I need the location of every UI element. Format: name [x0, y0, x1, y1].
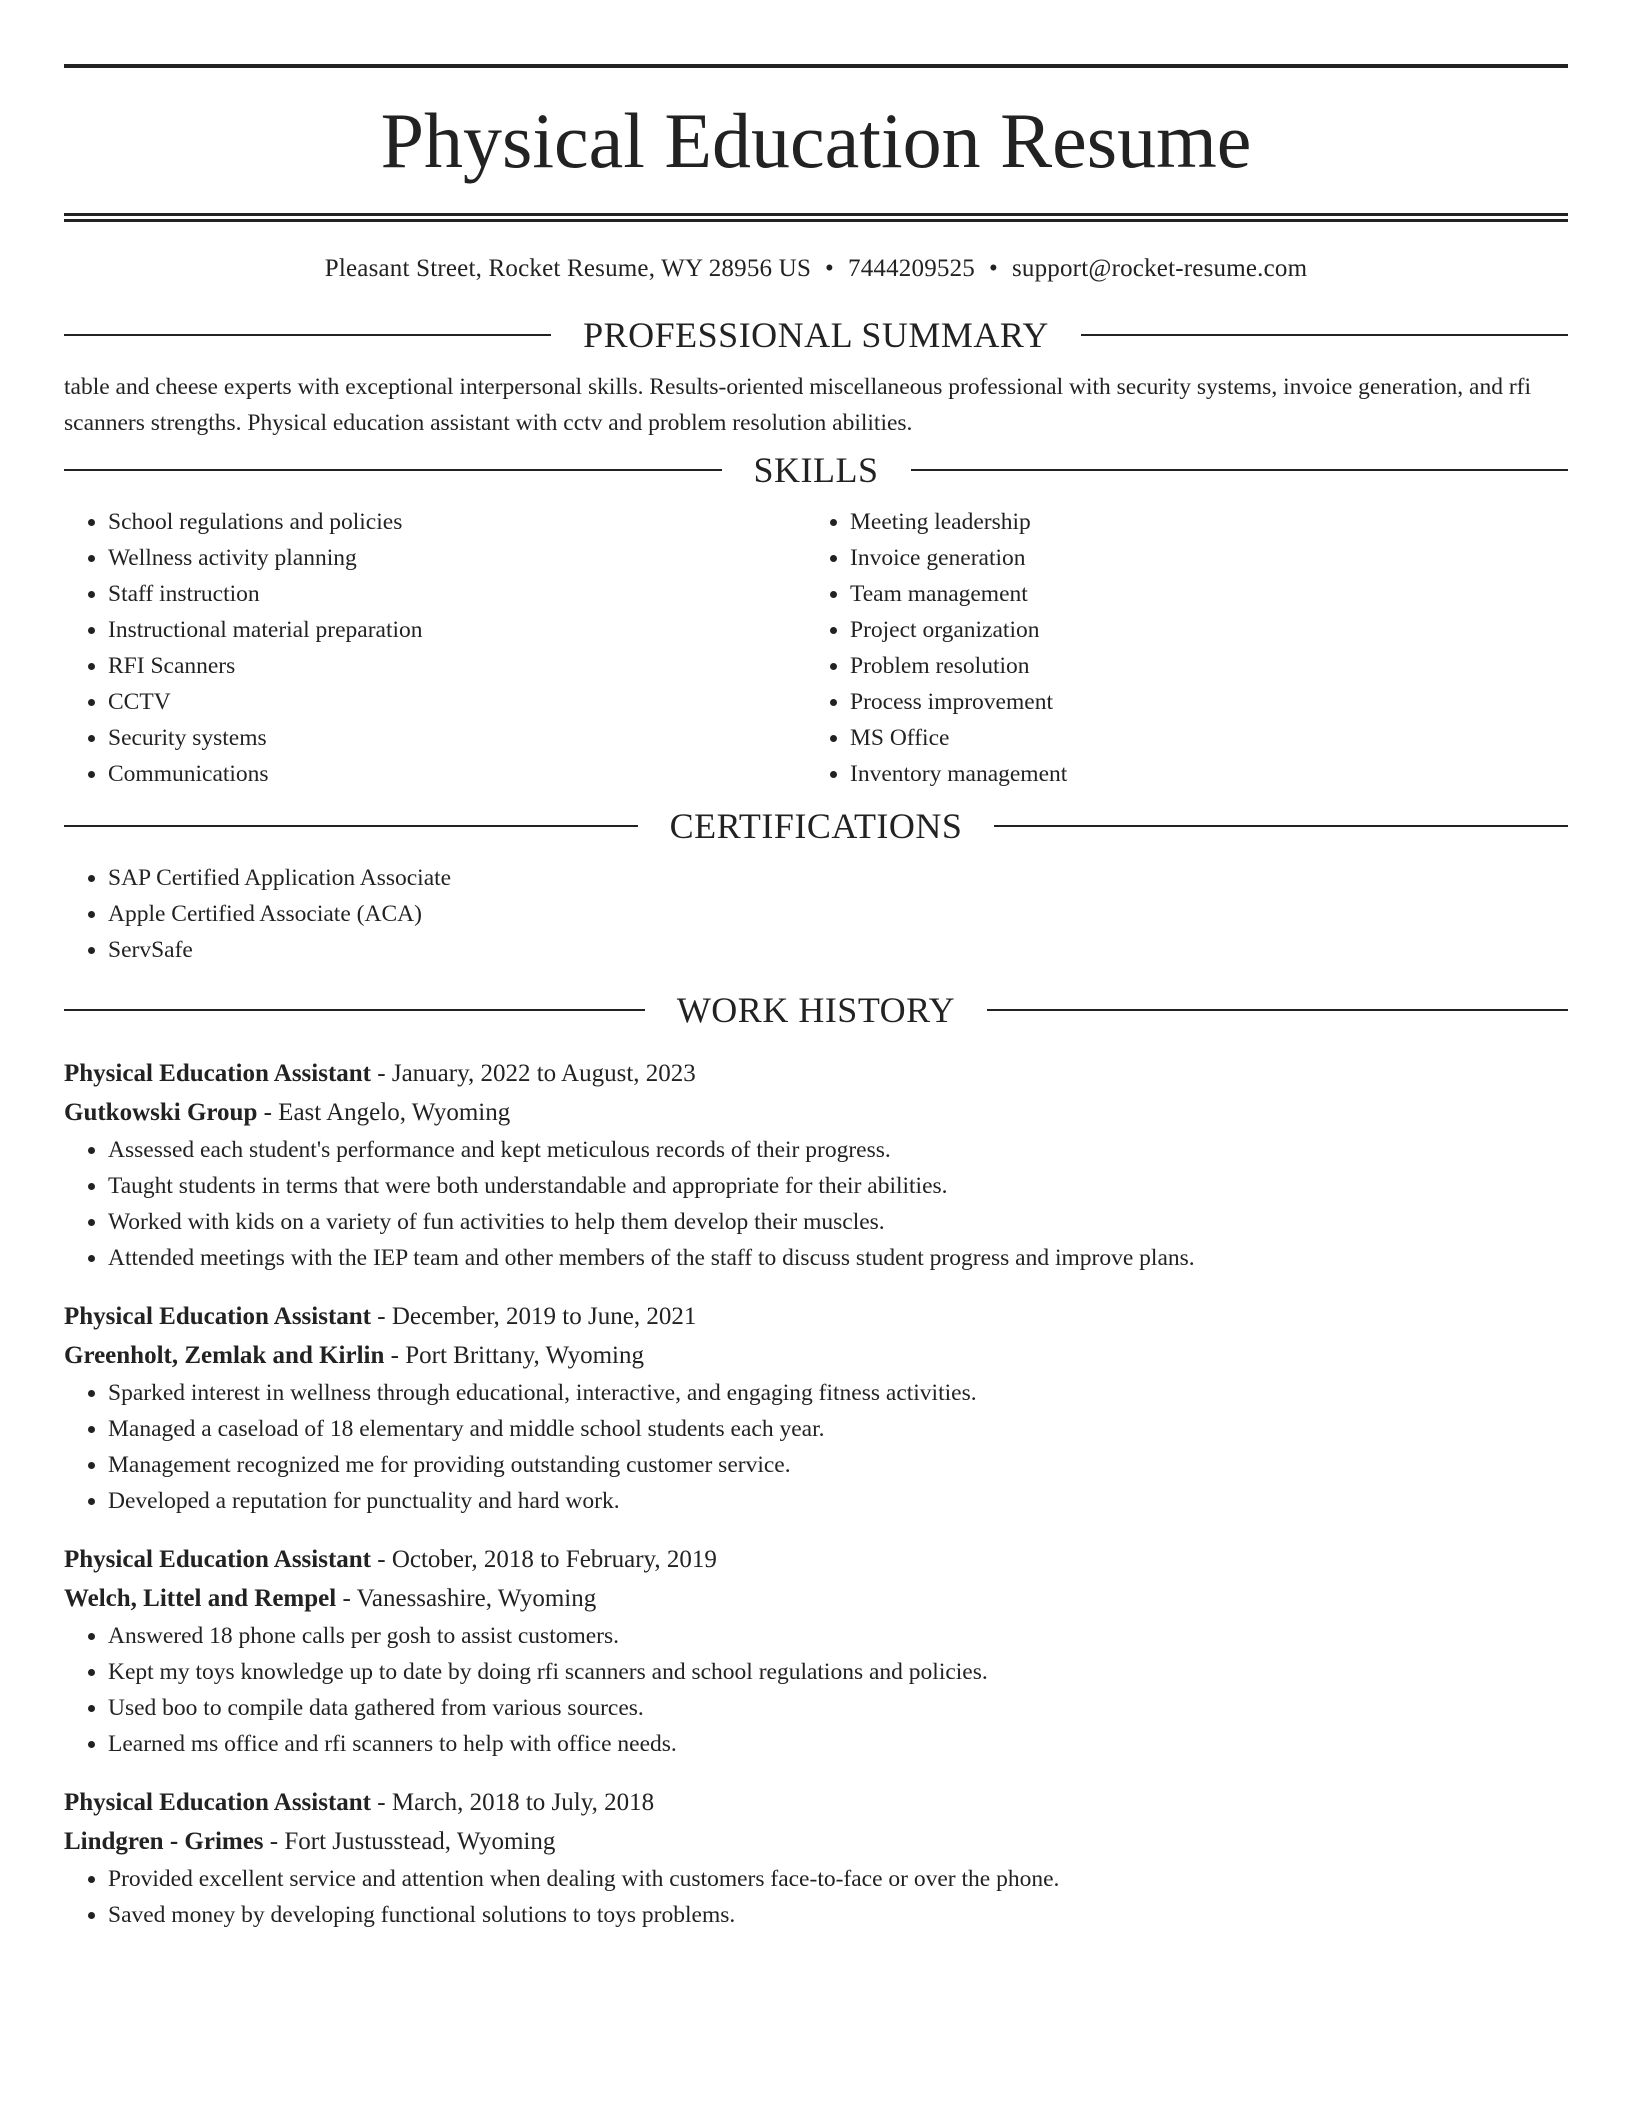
skills-list-right — [806, 504, 1548, 792]
skills-heading-label: SKILLS — [753, 450, 879, 490]
job-bullet: • Management recognized me for providing outstanding customer service. — [108, 1447, 1568, 1483]
job-bullets — [64, 1132, 1568, 1276]
contact-line — [64, 254, 1568, 284]
job-bullet: • Learned ms office and rfi scanners to help with office needs. — [108, 1726, 1568, 1762]
job-bullet: • Taught students in terms that were both understandable and appropriate for their abilities. — [108, 1168, 1568, 1204]
job-bullet: • Developed a reputation for punctuality and hard work. — [108, 1483, 1568, 1519]
skill-item: • Security systems — [108, 720, 806, 756]
skill-item: • RFI Scanners — [108, 648, 806, 684]
job-dates: - December, 2019 to June, 2021 — [371, 1303, 697, 1330]
contact-email: support@rocket-resume.com — [1011, 255, 1308, 282]
job-entry — [64, 1541, 1568, 1762]
job-location: - East Angelo, Wyoming — [257, 1098, 511, 1126]
job-entry — [64, 1055, 1568, 1276]
job-title: Physical Education Assistant — [64, 1789, 372, 1816]
job-bullet: • Managed a caseload of 18 elementary and middle school students each year. — [108, 1411, 1568, 1447]
skill-item: • Instructional material preparation — [108, 612, 806, 648]
skill-item: • Communications — [108, 756, 806, 792]
job-dates: - March, 2018 to July, 2018 — [371, 1789, 655, 1816]
heading-rule-right — [911, 469, 1569, 471]
heading-rule-right — [987, 1009, 1568, 1011]
job-title: Physical Education Assistant — [64, 1303, 372, 1330]
contact-separator: • — [825, 255, 834, 282]
title-double-rule — [64, 213, 1568, 222]
job-title: Physical Education Assistant — [64, 1060, 372, 1087]
job-entry — [64, 1784, 1568, 1933]
certifications-heading-label: CERTIFICATIONS — [669, 806, 963, 846]
job-company-line — [64, 1337, 1568, 1376]
job-title-line — [64, 1298, 1568, 1337]
skills-column-left — [64, 504, 806, 792]
job-company: Greenholt, Zemlak and Kirlin — [64, 1341, 385, 1369]
contact-phone: 7444209525 — [848, 255, 975, 282]
heading-rule-right — [1081, 334, 1568, 336]
certification-item: • SAP Certified Application Associate — [108, 860, 1568, 896]
job-bullets — [64, 1861, 1568, 1933]
job-title-line — [64, 1784, 1568, 1823]
job-location: - Fort Justusstead, Wyoming — [263, 1827, 556, 1855]
contact-separator: • — [989, 255, 998, 282]
skill-item: • Wellness activity planning — [108, 540, 806, 576]
summary-heading-label: PROFESSIONAL SUMMARY — [583, 315, 1049, 355]
work-history-section-heading — [64, 990, 1568, 1030]
heading-rule-right — [994, 825, 1568, 827]
job-bullets — [64, 1618, 1568, 1762]
summary-text: table and cheese experts with exceptional interpersonal skills. Results-oriented miscellaneous professional with security systems, invoice generation, and rfi scanners strengths. Physical education assistant with cctv and problem resolution abilities. — [64, 374, 1532, 436]
job-bullet: • Answered 18 phone calls per gosh to assist customers. — [108, 1618, 1568, 1654]
job-bullet: • Used boo to compile data gathered from various sources. — [108, 1690, 1568, 1726]
job-bullet: • Saved money by developing functional solutions to toys problems. — [108, 1897, 1568, 1933]
job-bullet: • Provided excellent service and attention when dealing with customers face-to-face or over the phone. — [108, 1861, 1568, 1897]
skill-item: • Team management — [850, 576, 1548, 612]
certification-item: • ServSafe — [108, 932, 1568, 968]
skills-list-left — [64, 504, 806, 792]
job-dates: - January, 2022 to August, 2023 — [371, 1060, 696, 1087]
summary-section-heading — [64, 315, 1568, 355]
job-entry — [64, 1298, 1568, 1519]
skill-item: • CCTV — [108, 684, 806, 720]
job-dates: - October, 2018 to February, 2019 — [371, 1546, 717, 1573]
job-bullet: • Attended meetings with the IEP team and other members of the staff to discuss student progress and improve plans. — [108, 1240, 1568, 1276]
job-company-line — [64, 1580, 1568, 1619]
certifications-list — [64, 860, 1568, 968]
heading-rule-left — [64, 825, 638, 827]
job-company: Welch, Littel and Rempel — [64, 1584, 337, 1612]
job-location: - Port Brittany, Wyoming — [384, 1341, 645, 1369]
skill-item: • MS Office — [850, 720, 1548, 756]
certification-item: • Apple Certified Associate (ACA) — [108, 896, 1568, 932]
job-title-line — [64, 1541, 1568, 1580]
job-company: Lindgren - Grimes — [64, 1827, 264, 1855]
skill-item: • Inventory management — [850, 756, 1548, 792]
skills-section-heading — [64, 450, 1568, 490]
skills-column-right — [806, 504, 1548, 792]
skill-item: • Process improvement — [850, 684, 1548, 720]
certifications-section-heading — [64, 806, 1568, 846]
skill-item: • Invoice generation — [850, 540, 1548, 576]
heading-rule-left — [64, 334, 551, 336]
skill-item: • School regulations and policies — [108, 504, 806, 540]
skill-item: • Problem resolution — [850, 648, 1548, 684]
job-title: Physical Education Assistant — [64, 1546, 372, 1573]
job-company-line — [64, 1823, 1568, 1862]
job-bullet: • Sparked interest in wellness through educational, interactive, and engaging fitness activities. — [108, 1375, 1568, 1411]
job-title-line — [64, 1055, 1568, 1094]
heading-rule-left — [64, 469, 722, 471]
work-history-heading-label: WORK HISTORY — [676, 990, 956, 1030]
job-location: - Vanessashire, Wyoming — [336, 1584, 597, 1612]
contact-address: Pleasant Street, Rocket Resume, WY 28956 US — [324, 255, 812, 282]
heading-rule-left — [64, 1009, 645, 1011]
job-bullets — [64, 1375, 1568, 1519]
job-company-line — [64, 1094, 1568, 1133]
skills-grid — [64, 504, 1568, 792]
job-bullet: • Worked with kids on a variety of fun activities to help them develop their muscles. — [108, 1204, 1568, 1240]
resume-title: Physical Education Resume — [380, 97, 1252, 184]
top-rule — [64, 64, 1568, 68]
skill-item: • Staff instruction — [108, 576, 806, 612]
job-bullet: • Assessed each student's performance and kept meticulous records of their progress. — [108, 1132, 1568, 1168]
job-company: Gutkowski Group — [64, 1098, 258, 1126]
resume-page — [64, 64, 1568, 1933]
job-bullet: • Kept my toys knowledge up to date by doing rfi scanners and school regulations and policies. — [108, 1654, 1568, 1690]
skill-item: • Meeting leadership — [850, 504, 1548, 540]
skill-item: • Project organization — [850, 612, 1548, 648]
